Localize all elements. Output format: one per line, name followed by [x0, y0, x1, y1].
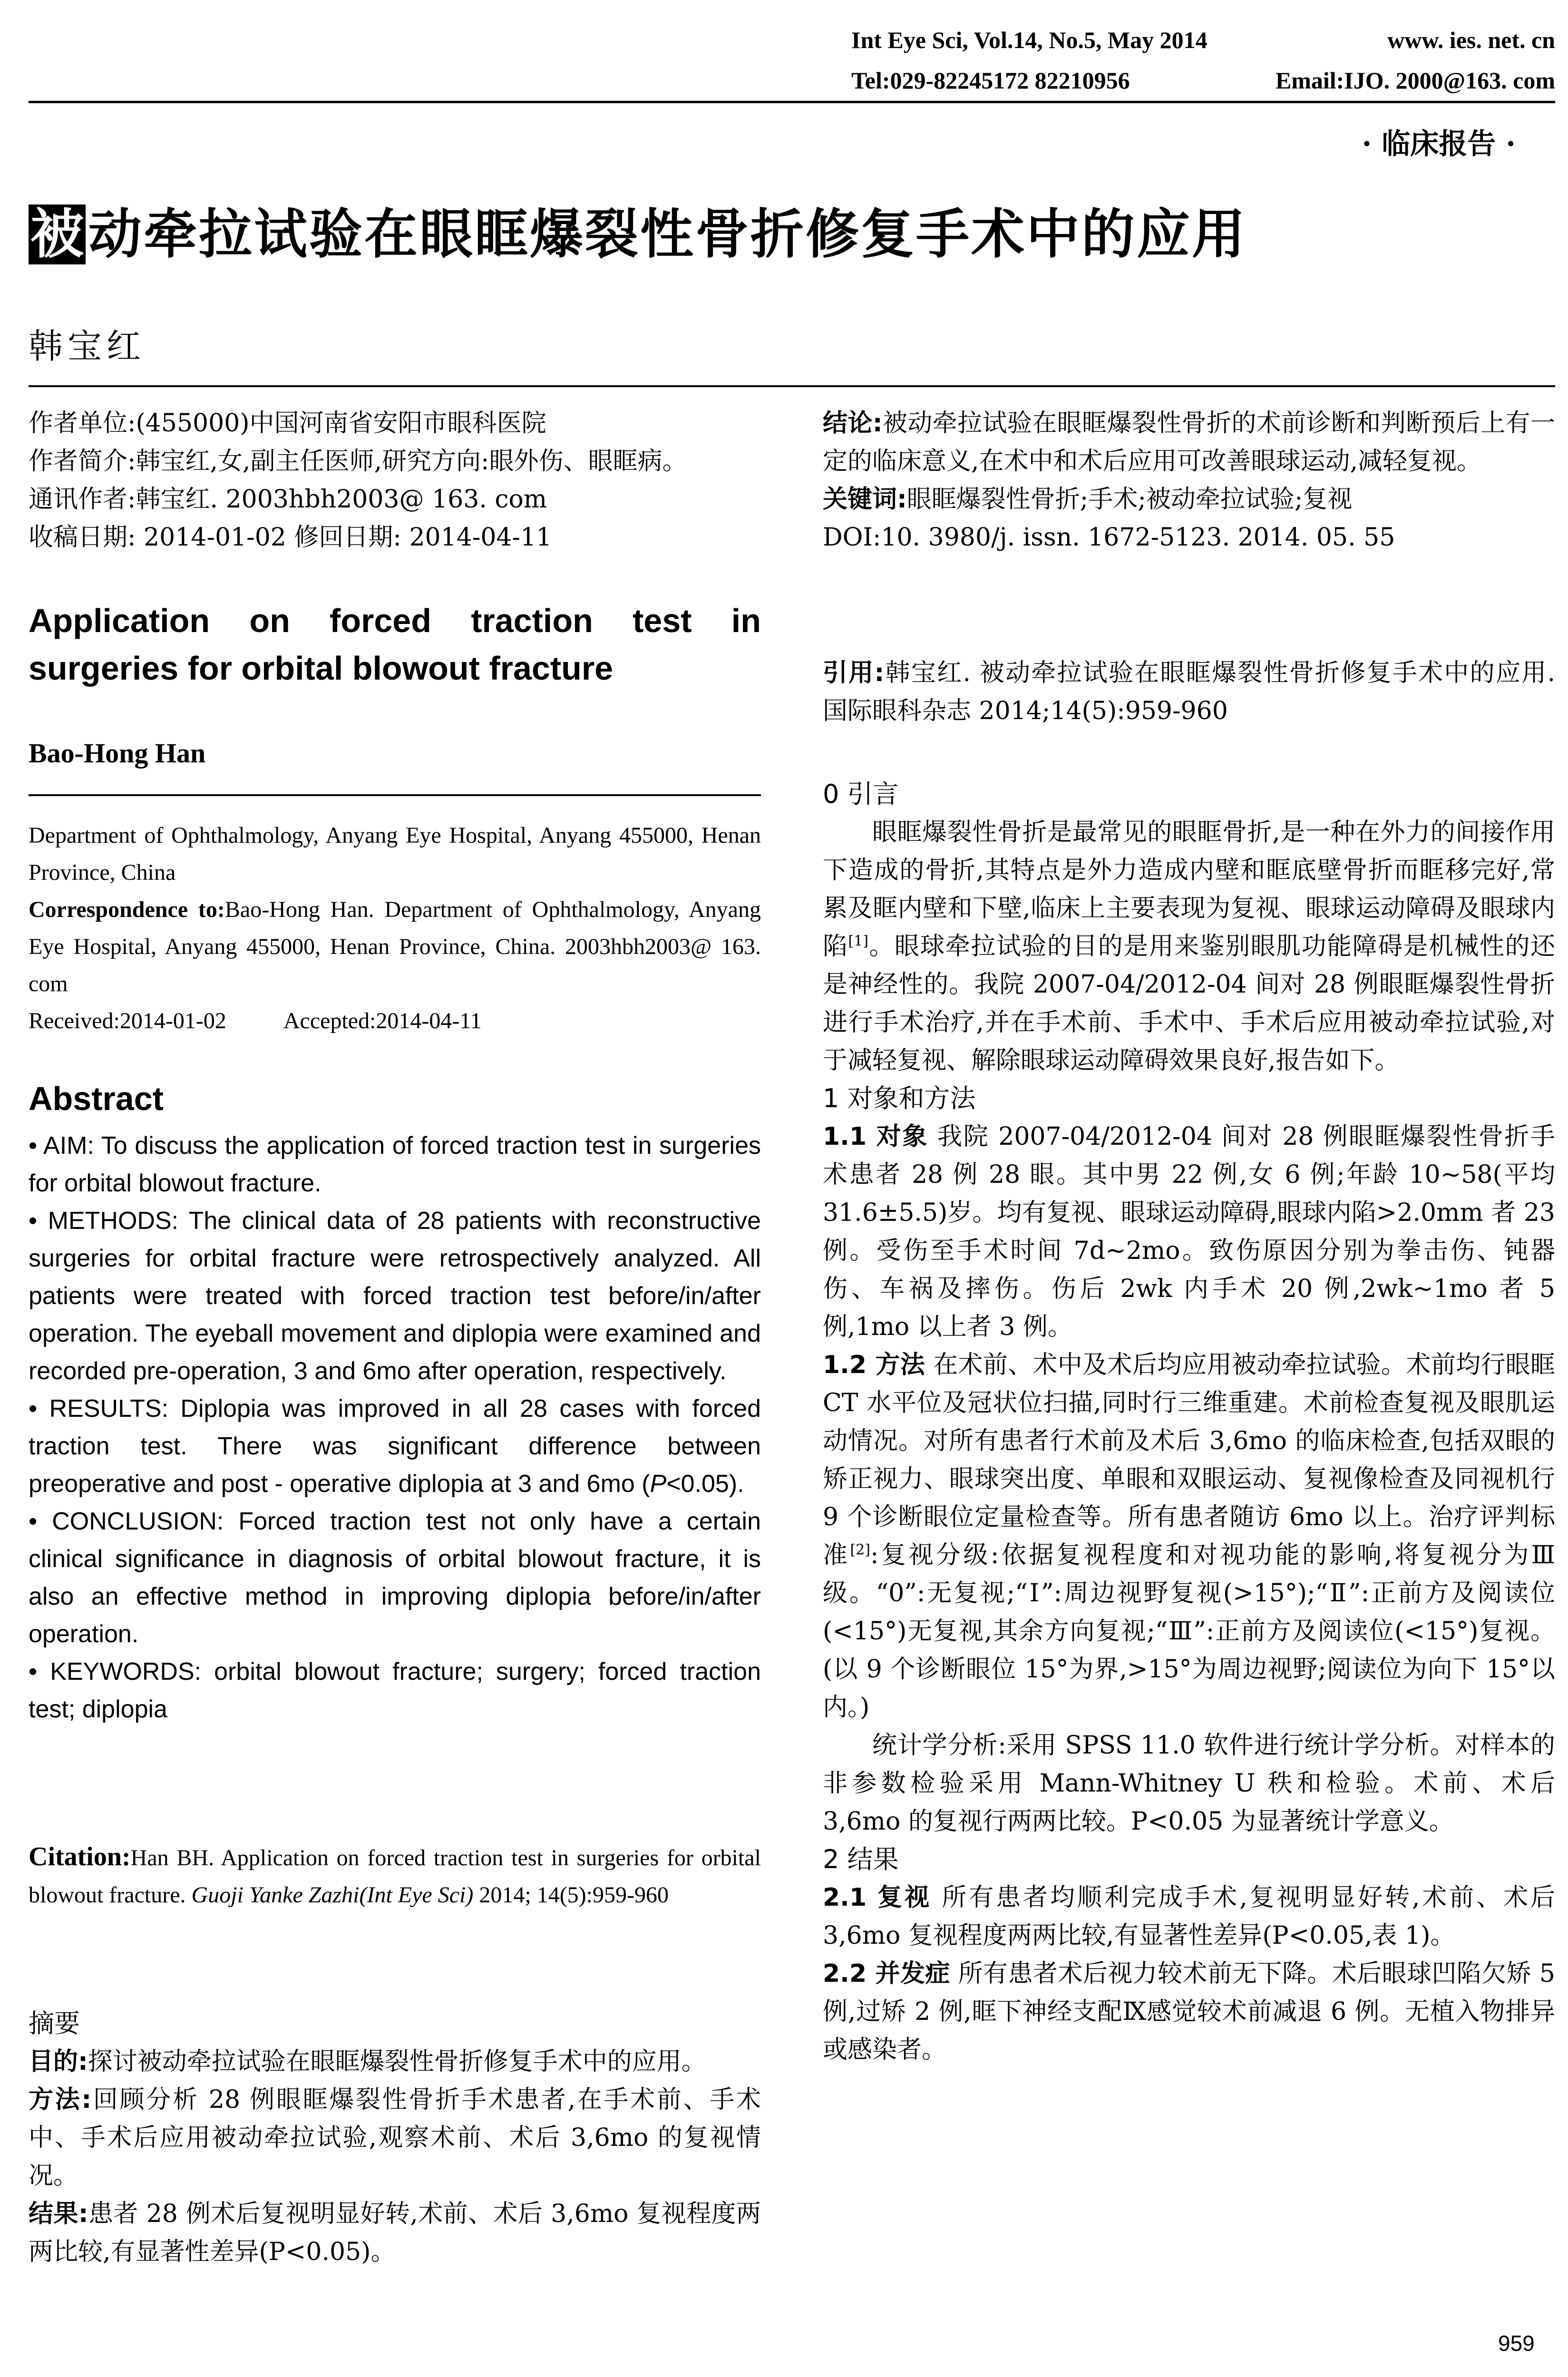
- abstract-body-en: [29, 1127, 761, 1728]
- title-text: 动牵拉试验在眼眶爆裂性骨折修复手术中的应用: [88, 204, 1247, 265]
- section-methods-heading: 1 对象和方法: [823, 1083, 976, 1113]
- complications-paragraph: 2.2 并发症 所有患者术后视力较术前无下降。术后眼球凹陷欠矫 5 例,过矫 2 例,眶下神经支配Ⅸ感觉较术前减退 6 例。无植入物排异或感染者。: [823, 1959, 1555, 2064]
- cn-citation: 引用:韩宝红. 被动牵拉试验在眼眶爆裂性骨折修复手术中的应用. 国际眼科杂志 2014;14(5):959-960: [823, 659, 1556, 725]
- cn-keywords: 关键词:眼眶爆裂性骨折;手术;被动牵拉试验;复视: [823, 485, 1353, 514]
- abstract-keywords: • KEYWORDS: orbital blowout fracture; surgery; forced traction test; diplopia: [29, 1658, 761, 1723]
- citation-label: Citation:: [29, 1842, 131, 1871]
- dates-cn: 收稿日期: 2014-01-02 修回日期: 2014-04-11: [29, 523, 552, 552]
- article-body: [823, 775, 1555, 2069]
- author-name-cn: 韩宝红: [29, 326, 146, 366]
- author-bio: 作者简介:韩宝红,女,副主任医师,研究方向:眼外伤、眼眶病。: [29, 447, 687, 476]
- abstract-results: • RESULTS: Diplopia was improved in all 28 cases with forced traction test. There was significant difference between preoperative and post - operative diplopia at 3 and 6mo (P<0.05).: [29, 1395, 761, 1498]
- journal-email[interactable]: Email:IJO. 2000@163. com: [1275, 67, 1555, 94]
- cn-results: 结果:患者 28 例术后复视明显好转,术前、术后 3,6mo 复视程度两两比较,有显著性差异(P<0.05)。: [29, 2200, 761, 2266]
- abstract-heading-cn: 摘要: [29, 2008, 80, 2038]
- title-first-char: 被: [29, 205, 86, 264]
- journal-website[interactable]: www. ies. net. cn: [1387, 27, 1555, 53]
- page-number: 959: [1498, 2331, 1535, 2356]
- citation-en: Citation:Han BH. Application on forced traction test in surgeries for orbital blowout fracture. Guoji Yanke Zazhi(Int Eye Sci) 2014; 14(5):959-960: [29, 1842, 761, 1908]
- subjects-paragraph: 1.1 对象 我院 2007-04/2012-04 间对 28 例眼眶爆裂性骨折手术患者 28 例 28 眼。其中男 22 例,女 6 例;年龄 10~58(平均 31.6±5.5)岁。均有复视、眼球运动障碍,眼球内陷>2.0mm 者 23 例。受伤至手术时间 7d~2mo。致伤原因分别为拳击伤、钝器伤、车祸及摔伤。伤后 2wk 内手术 20 例,2wk~1mo 者 5 例,1mo 以上者 3 例。: [823, 1122, 1555, 1341]
- received-date: Received:2014-01-02: [29, 1008, 226, 1033]
- accepted-date: Accepted:2014-04-11: [283, 1008, 482, 1033]
- cn-aim: 目的:探讨被动牵拉试验在眼眶爆裂性骨折修复手术中的应用。: [29, 2047, 706, 2076]
- article-title: [29, 205, 1247, 264]
- english-author-rule: [29, 794, 761, 796]
- diplopia-paragraph: 2.1 复视 所有患者均顺利完成手术,复视明显好转,术前、术后 3,6mo 复视程度两两比较,有显著性差异(P<0.05,表 1)。: [823, 1883, 1555, 1950]
- section-intro-heading: 0 引言: [823, 779, 899, 809]
- journal-citation: Int Eye Sci, Vol.14, No.5, May 2014: [851, 27, 1208, 53]
- abstract-heading: Abstract: [29, 1080, 164, 1117]
- correspondence-label: Correspondence to:: [29, 897, 225, 922]
- correspondence-en: Correspondence to:Bao-Hong Han. Department of Ophthalmology, Anyang Eye Hospital, Anyang 455000, Henan Province, China. 2003hbh2003@ 163. com: [29, 897, 761, 996]
- cn-conclusion-block: [823, 404, 1555, 556]
- cn-methods: 方法:回顾分析 28 例眼眶爆裂性骨折手术患者,在手术前、手术中、手术后应用被动牵拉试验,观察术前、术后 3,6mo 的复视情况。: [29, 2085, 761, 2190]
- abstract-conclusion: • CONCLUSION: Forced traction test not only have a certain clinical significance in diagnosis of orbital blowout fracture, it is also an effective method in improving diplopia before/in/after operation.: [29, 1508, 761, 1648]
- title-rule: [29, 385, 1555, 387]
- english-affiliation-block: [29, 817, 761, 1040]
- journal-tel: Tel:029-82245172 82210956: [851, 67, 1130, 94]
- abstract-aim: • AIM: To discuss the application of forced traction test in surgeries for orbital blowout fracture.: [29, 1132, 761, 1197]
- author-info-block: [29, 404, 761, 556]
- journal-contact-line: [851, 67, 1555, 94]
- corresponding-author: 通讯作者:韩宝红. 2003hbh2003@ 163. com: [29, 485, 547, 514]
- abstract-methods: • METHODS: The clinical data of 28 patients with reconstructive surgeries for orbital fracture were retrospectively analyzed. All patients were treated with forced traction test before/in/after operation. The eyeball movement and diplopia were examined and recorded pre-operation, 3 and 6mo after operation, respectively.: [29, 1207, 761, 1385]
- english-author: Bao-Hong Han: [29, 738, 206, 769]
- statistics-paragraph: 统计学分析:采用 SPSS 11.0 软件进行统计学分析。对样本的非参数检验采用 Mann-Whitney U 秩和检验。术前、术后 3,6mo 的复视行两两比较。P<0.05 为显著统计学意义。: [823, 1731, 1555, 1836]
- english-title: Application on forced traction test in surgeries for orbital blowout fracture: [29, 602, 761, 687]
- intro-paragraph: 眼眶爆裂性骨折是最常见的眼眶骨折,是一种在外力的间接作用下造成的骨折,其特点是外力造成内壁和眶底壁骨折而眶移完好,常累及眶内壁和下壁,临床上主要表现为复视、眼球运动障碍及眼球内陷[1]。眼球牵拉试验的目的是用来鉴别眼肌功能障碍是机械性的还是神经性的。我院 2007-04/2012-04 间对 28 例眼眶爆裂性骨折进行手术治疗,并在手术前、手术中、手术后应用被动牵拉试验,对于减轻复视、解除眼球运动障碍效果良好,报告如下。: [823, 818, 1555, 1075]
- methods-paragraph: 1.2 方法 在术前、术中及术后均应用被动牵拉试验。术前均行眼眶 CT 水平位及冠状位扫描,同时行三维重建。术前检查复视及眼肌运动情况。对所有患者行术前及术后 3,6mo 的临床检查,包括双眼的矫正视力、眼球突出度、单眼和双眼运动、复视像检查及同视机行 9 个诊断眼位定量检查等。所有患者随访 6mo 以上。治疗评判标准[2]:复视分级:依据复视程度和对视功能的影响,将复视分为Ⅲ级。“0”:无复视;“Ⅰ”:周边视野复视(>15°);“Ⅱ”:正前方及阅读位(<15°)无复视,其余方向复视;“Ⅲ”:正前方及阅读位(<15°)复视。(以 9 个诊断眼位 15°为界,>15°为周边视野;阅读位为向下 15°以内。): [823, 1351, 1555, 1722]
- cn-conclusion: 结论:被动牵拉试验在眼眶爆裂性骨折的术前诊断和判断预后上有一定的临床意义,在术中和术后应用可改善眼球运动,减轻复视。: [823, 409, 1555, 476]
- department-en: Department of Ophthalmology, Anyang Eye Hospital, Anyang 455000, Henan Province, China: [29, 823, 761, 885]
- doi: DOI:10. 3980/j. issn. 1672-5123. 2014. 05. 55: [823, 523, 1395, 552]
- author-affiliation: 作者单位:(455000)中国河南省安阳市眼科医院: [29, 409, 546, 438]
- section-results-heading: 2 结果: [823, 1844, 899, 1874]
- header-rule: [29, 101, 1555, 103]
- journal-header-line: [851, 26, 1555, 54]
- received-accepted: [29, 1003, 761, 1040]
- abstract-body-cn: [29, 2005, 761, 2271]
- column-label: · 临床报告 ·: [1362, 127, 1516, 161]
